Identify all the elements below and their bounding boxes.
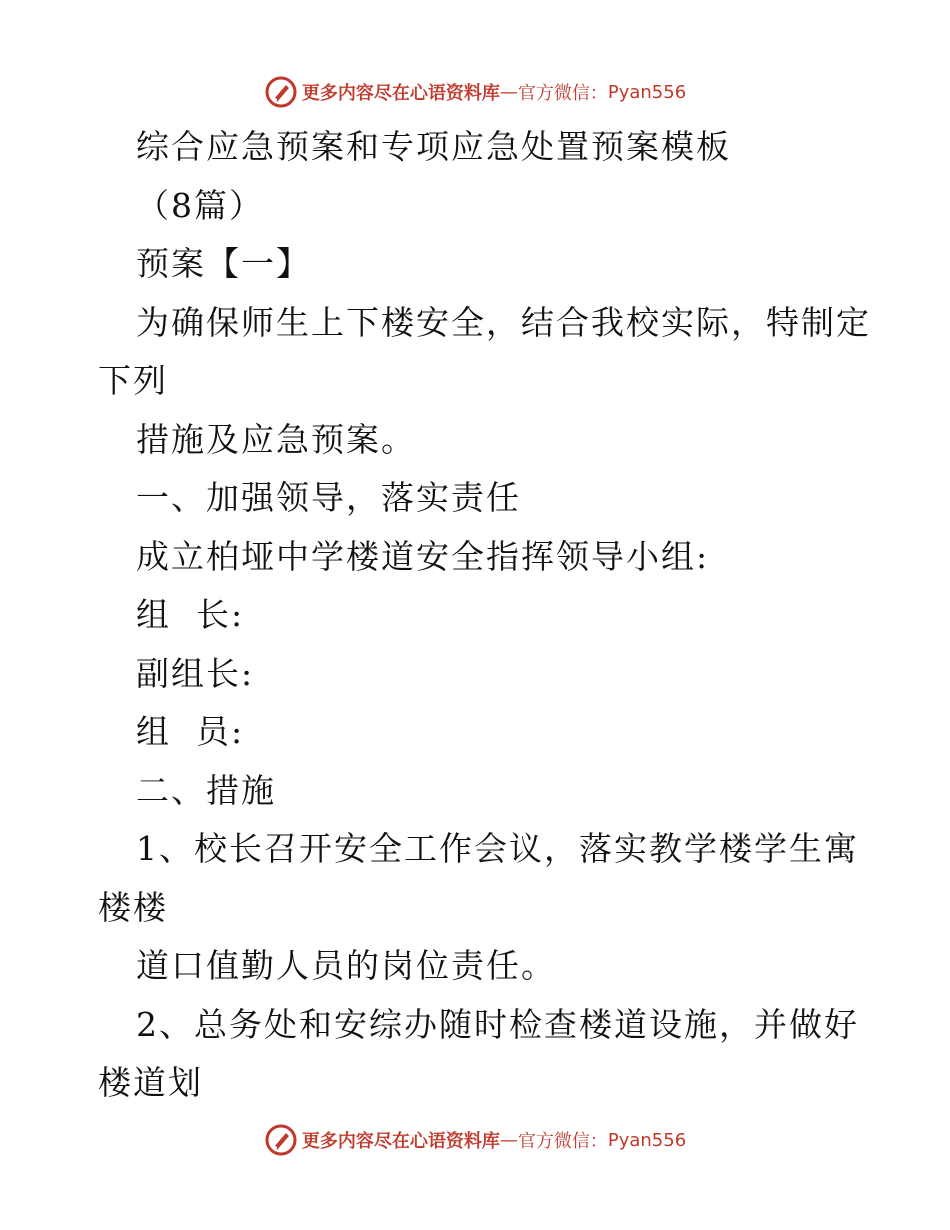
section-heading: 预案【一】 (136, 244, 311, 283)
document-subtitle: （8篇） (136, 185, 264, 225)
paragraph-line: 楼道划 (98, 1063, 203, 1102)
paragraph-line: 2、总务处和安综办随时检查楼道设施，并做好 (136, 1004, 859, 1044)
section-heading: 二、措施 (136, 770, 276, 810)
role-line: 组 长: (136, 595, 245, 634)
document-title: 综合应急预案和专项应急处置预案模板 (136, 127, 731, 166)
paragraph-line: 1、校长召开安全工作会议，落实教学楼学生寓 (136, 829, 859, 868)
paragraph-line: 成立柏垭中学楼道安全指挥领导小组: (136, 536, 710, 576)
footer-watermark (0, 1120, 950, 1160)
role-line: 组 员: (136, 712, 245, 751)
paragraph-line: 为确保师生上下楼安全，结合我校实际，特制定 (136, 302, 871, 342)
watermark-wechat-label: 官方微信： (517, 83, 608, 104)
paragraph-line: 措施及应急预案。 (136, 419, 416, 459)
pen-logo-icon (264, 75, 298, 109)
watermark-text: 更多内容尽在心语资料库 (301, 83, 500, 104)
role-line: 副组长: (136, 653, 255, 693)
paragraph-line: 楼楼 (98, 887, 168, 927)
watermark-separator: — (499, 1129, 518, 1151)
watermark-text: 更多内容尽在心语资料库 (301, 1131, 500, 1152)
section-heading: 一、加强领导，落实责任 (136, 478, 521, 517)
header-watermark (0, 72, 950, 112)
watermark-wechat-label: 官方微信： (517, 1131, 608, 1152)
watermark-wechat-id: Pyan556 (607, 81, 687, 103)
watermark-wechat-id: Pyan556 (607, 1129, 687, 1151)
paragraph-line: 下列 (98, 361, 168, 400)
document-body (98, 118, 871, 1113)
pen-logo-icon (264, 1123, 298, 1157)
watermark-separator: — (499, 81, 518, 103)
paragraph-line: 道口值勤人员的岗位责任。 (136, 946, 556, 985)
